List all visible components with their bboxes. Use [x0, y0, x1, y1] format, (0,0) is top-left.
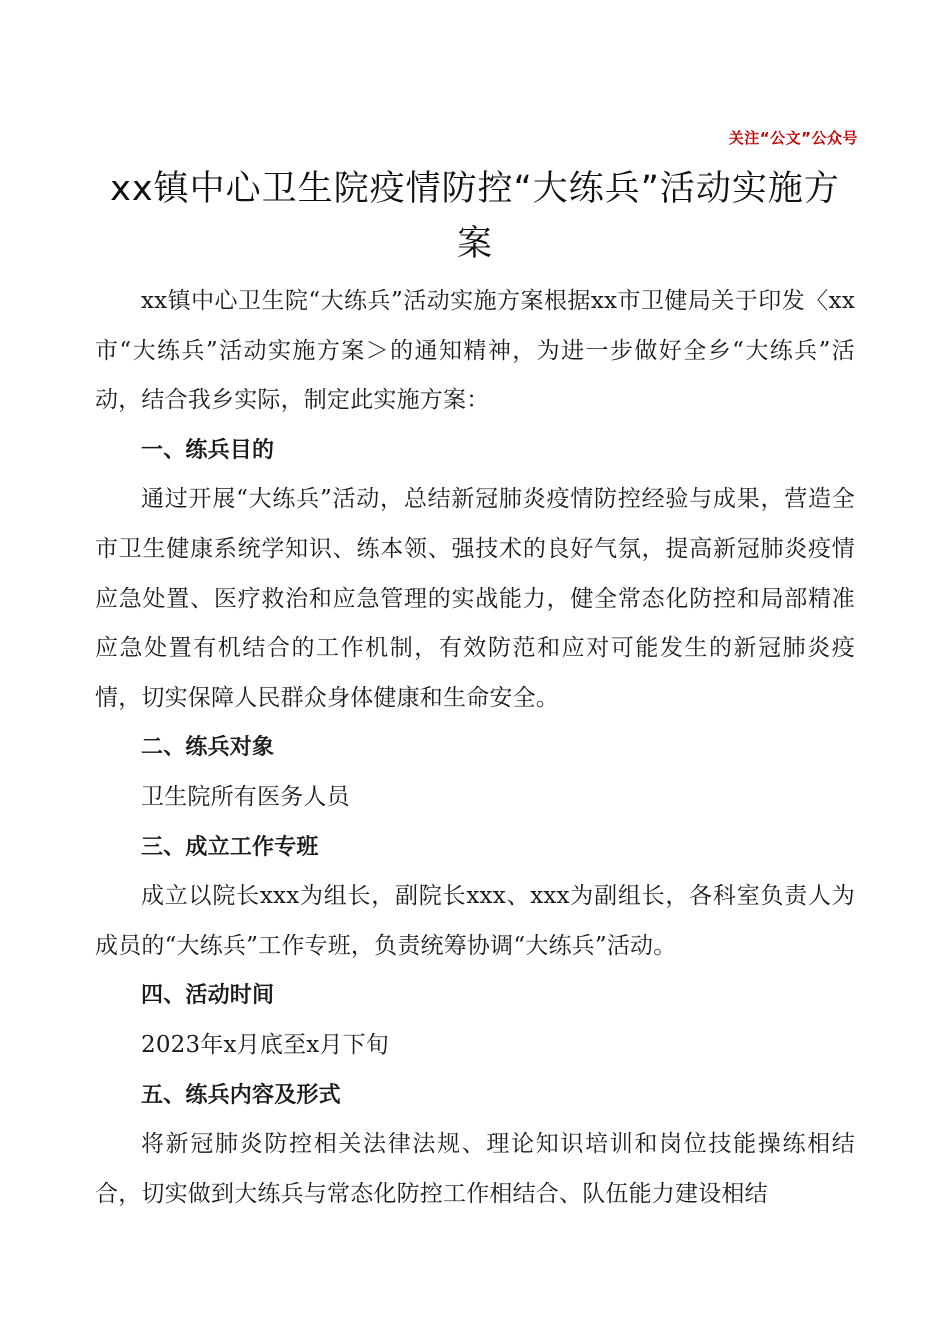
section-heading-purpose: 一、练兵目的: [141, 437, 275, 463]
section-body-task-force: 成立以院长xxx为组长，副院长xxx、xxx为副组长，各科室负责人为成员的“大练兵”工作专班，负责统筹协调“大练兵”活动。: [95, 883, 855, 959]
intro-paragraph: xx镇中心卫生院“大练兵”活动实施方案根据xx市卫健局关于印发〈xx市“大练兵”活动实施方案＞的通知精神，为进一步做好全乡“大练兵”活动，结合我乡实际，制定此实施方案：: [95, 288, 855, 414]
section-body-content-format: 将新冠肺炎防控相关法律法规、理论知识培训和岗位技能操练相结合，切实做到大练兵与常态化防控工作相结合、队伍能力建设相结: [95, 1131, 855, 1207]
watermark-text: 关注“公文”公众号: [728, 129, 858, 147]
section-body-purpose: 通过开展“大练兵”活动，总结新冠肺炎疫情防控经验与成果，营造全市卫生健康系统学知识、练本领、强技术的良好气氛，提高新冠肺炎疫情应急处置、医疗救治和应急管理的实战能力，健全常态化防控和局部精准应急处置有机结合的工作机制，有效防范和应对可能发生的新冠肺炎疫情，切实保障人民群众身体健康和生命安全。: [95, 486, 855, 711]
section-heading-task-force: 三、成立工作专班: [141, 834, 319, 860]
section-body-targets: 卫生院所有医务人员: [141, 783, 350, 810]
section-heading-targets: 二、练兵对象: [141, 735, 275, 761]
section-heading-content-format: 五、练兵内容及形式: [141, 1082, 341, 1108]
document-title: xx镇中心卫生院疫情防控“大练兵”活动实施方案: [110, 169, 840, 264]
section-heading-schedule: 四、活动时间: [141, 983, 275, 1009]
section-body-schedule: 2023年x月底至x月下旬: [141, 1031, 390, 1058]
document-body: [95, 277, 855, 1219]
